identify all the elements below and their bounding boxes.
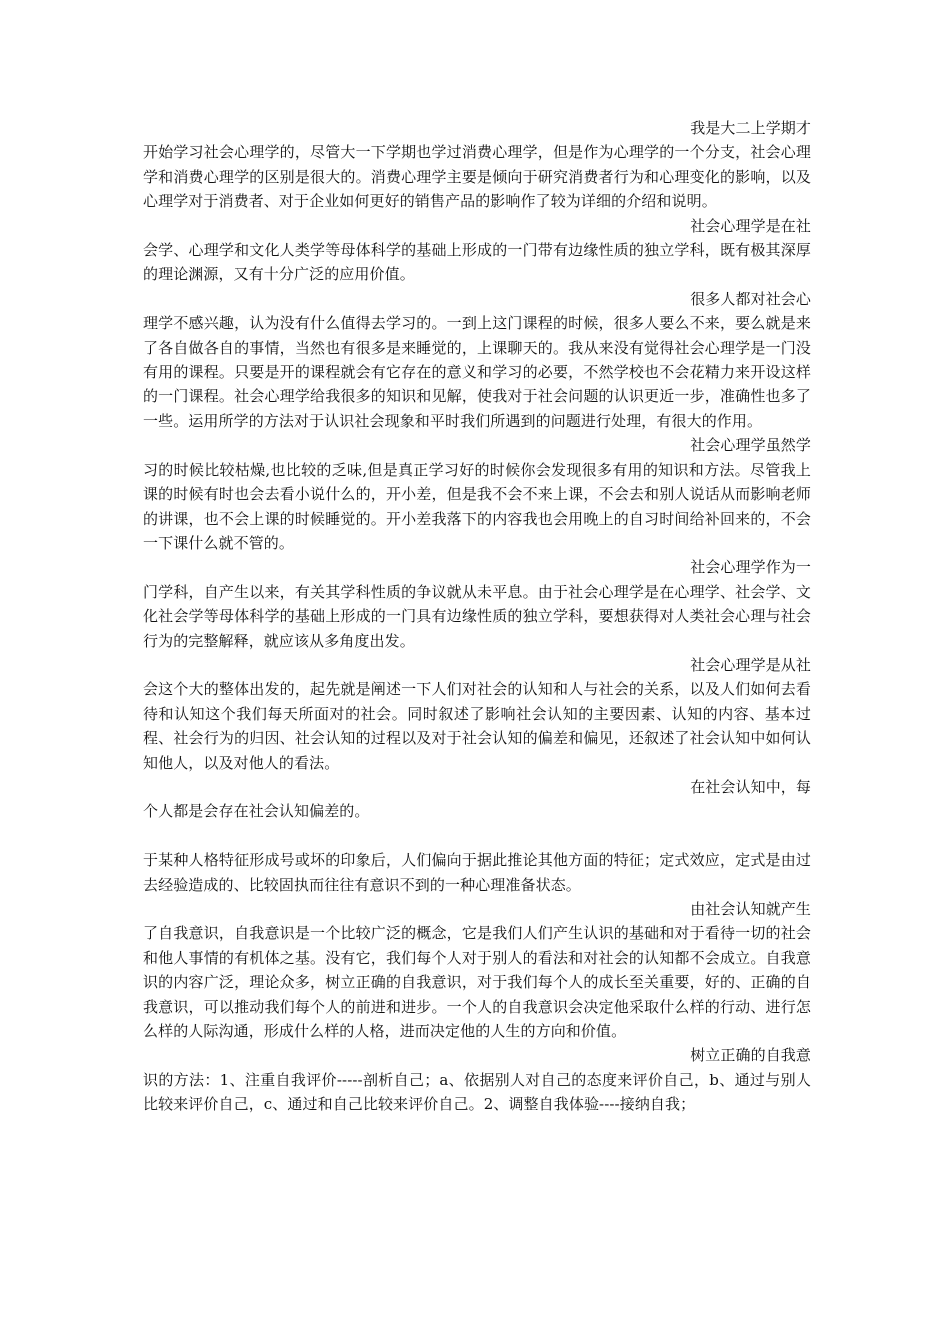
paragraph-lead: 社会心理学是在社 bbox=[690, 216, 811, 235]
paragraph-text: 会学、心理学和文化人类学等母体科学的基础上形成的一门带有边缘性质的独立学科，既有极其深厚的理论渊源，又有十分广泛的应用价值。 bbox=[143, 241, 811, 284]
paragraph-text: 门学科，自产生以来，有关其学科性质的争议就从未平息。由于社会心理学是在心理学、社会学、文化社会学等母体科学的基础上形成的一门具有边缘性质的独立学科，要想获得对人类社会心理与社会行为的完整解释，就应该从多角度出发。 bbox=[143, 582, 811, 650]
paragraph-7 bbox=[143, 775, 811, 824]
paragraph-3 bbox=[143, 287, 811, 433]
paragraph-lead: 树立正确的自我意 bbox=[690, 1046, 811, 1065]
document-body bbox=[143, 116, 811, 1117]
paragraph-2 bbox=[143, 214, 811, 287]
paragraph-text: 个人都是会存在社会认知偏差的。 bbox=[143, 802, 370, 821]
paragraph-text: 开始学习社会心理学的，尽管大一下学期也学过消费心理学，但是作为心理学的一个分支，社会心理学和消费心理学的区别是很大的。消费心理学主要是倾向于研究消费者行为和心理变化的影响，以及心理学对于消费者、对于企业如何更好的销售产品的影响作了较为详细的介绍和说明。 bbox=[143, 143, 811, 211]
paragraph-lead: 我是大二上学期才 bbox=[690, 119, 811, 137]
paragraph-text: 识的方法：1、注重自我评价-----剖析自己；a、依据别人对自己的态度来评价自己，b、通过与别人比较来评价自己，c、通过和自己比较来评价自己。2、调整自我体验----接纳自我； bbox=[143, 1070, 811, 1114]
paragraph-10 bbox=[143, 1043, 811, 1116]
paragraph-5 bbox=[143, 555, 811, 653]
paragraph-9 bbox=[143, 897, 811, 1043]
paragraph-lead: 社会心理学虽然学 bbox=[690, 436, 811, 455]
paragraph-lead: 社会心理学是从社 bbox=[690, 655, 811, 674]
paragraph-6 bbox=[143, 653, 811, 775]
paragraph-text: 会这个大的整体出发的，起先就是阐述一下人们对社会的认知和人与社会的关系，以及人们如何去看待和认知这个我们每天所面对的社会。同时叙述了影响社会认知的主要因素、认知的内容、基本过程、社会行为的归因、社会认知的过程以及对于社会认知的偏差和偏见，还叙述了社会认知中如何认知他人，以及对他人的看法。 bbox=[143, 680, 811, 772]
paragraph-lead: 由社会认知就产生 bbox=[690, 899, 811, 918]
paragraph-8 bbox=[143, 848, 811, 897]
paragraph-text: 习的时候比较枯燥,也比较的乏味,但是真正学习好的时候你会发现很多有用的知识和方法。尽管我上课的时候有时也会去看小说什么的，开小差，但是我不会不来上课，不会去和别人说话从而影响老师的讲课，也不会上课的时候睡觉的。开小差我落下的内容我也会用晚上的自习时间给补回来的，不会一下课什么就不管的。 bbox=[143, 460, 811, 552]
blank-line bbox=[143, 824, 811, 848]
paragraph-lead: 在社会认知中，每 bbox=[690, 777, 811, 796]
paragraph-lead: 社会心理学作为一 bbox=[690, 558, 811, 577]
paragraph-1 bbox=[143, 116, 811, 214]
paragraph-text: 了自我意识，自我意识是一个比较广泛的概念，它是我们人们产生认识的基础和对于看待一切的社会和他人事情的有机体之基。没有它，我们每个人对于别人的看法和对社会的认知都不会成立。自我意识的内容广泛，理论众多，树立正确的自我意识，对于我们每个人的成长至关重要，好的、正确的自我意识，可以推动我们每个人的前进和进步。一个人的自我意识会决定他采取什么样的行动、进行怎么样的人际沟通，形成什么样的人格，进而决定他的人生的方向和价值。 bbox=[143, 924, 811, 1041]
paragraph-lead: 很多人都对社会心 bbox=[690, 289, 811, 308]
paragraph-4 bbox=[143, 433, 811, 555]
paragraph-text: 于某种人格特征形成号或坏的印象后，人们偏向于据此推论其他方面的特征；定式效应，定式是由过去经验造成的、比较固执而往往有意识不到的一种心理准备状态。 bbox=[143, 851, 811, 894]
paragraph-text: 理学不感兴趣，认为没有什么值得去学习的。一到上这门课程的时候，很多人要么不来，要么就是来了各自做各自的事情，当然也有很多是来睡觉的，上课聊天的。我从来没有觉得社会心理学是一门没有用的课程。只要是开的课程就会有它存在的意义和学习的必要，不然学校也不会花精力来开设这样的一门课程。社会心理学给我很多的知识和见解，使我对于社会问题的认识更近一步，准确性也多了一些。运用所学的方法对于认识社会现象和平时我们所遇到的问题进行处理，有很大的作用。 bbox=[143, 314, 811, 430]
